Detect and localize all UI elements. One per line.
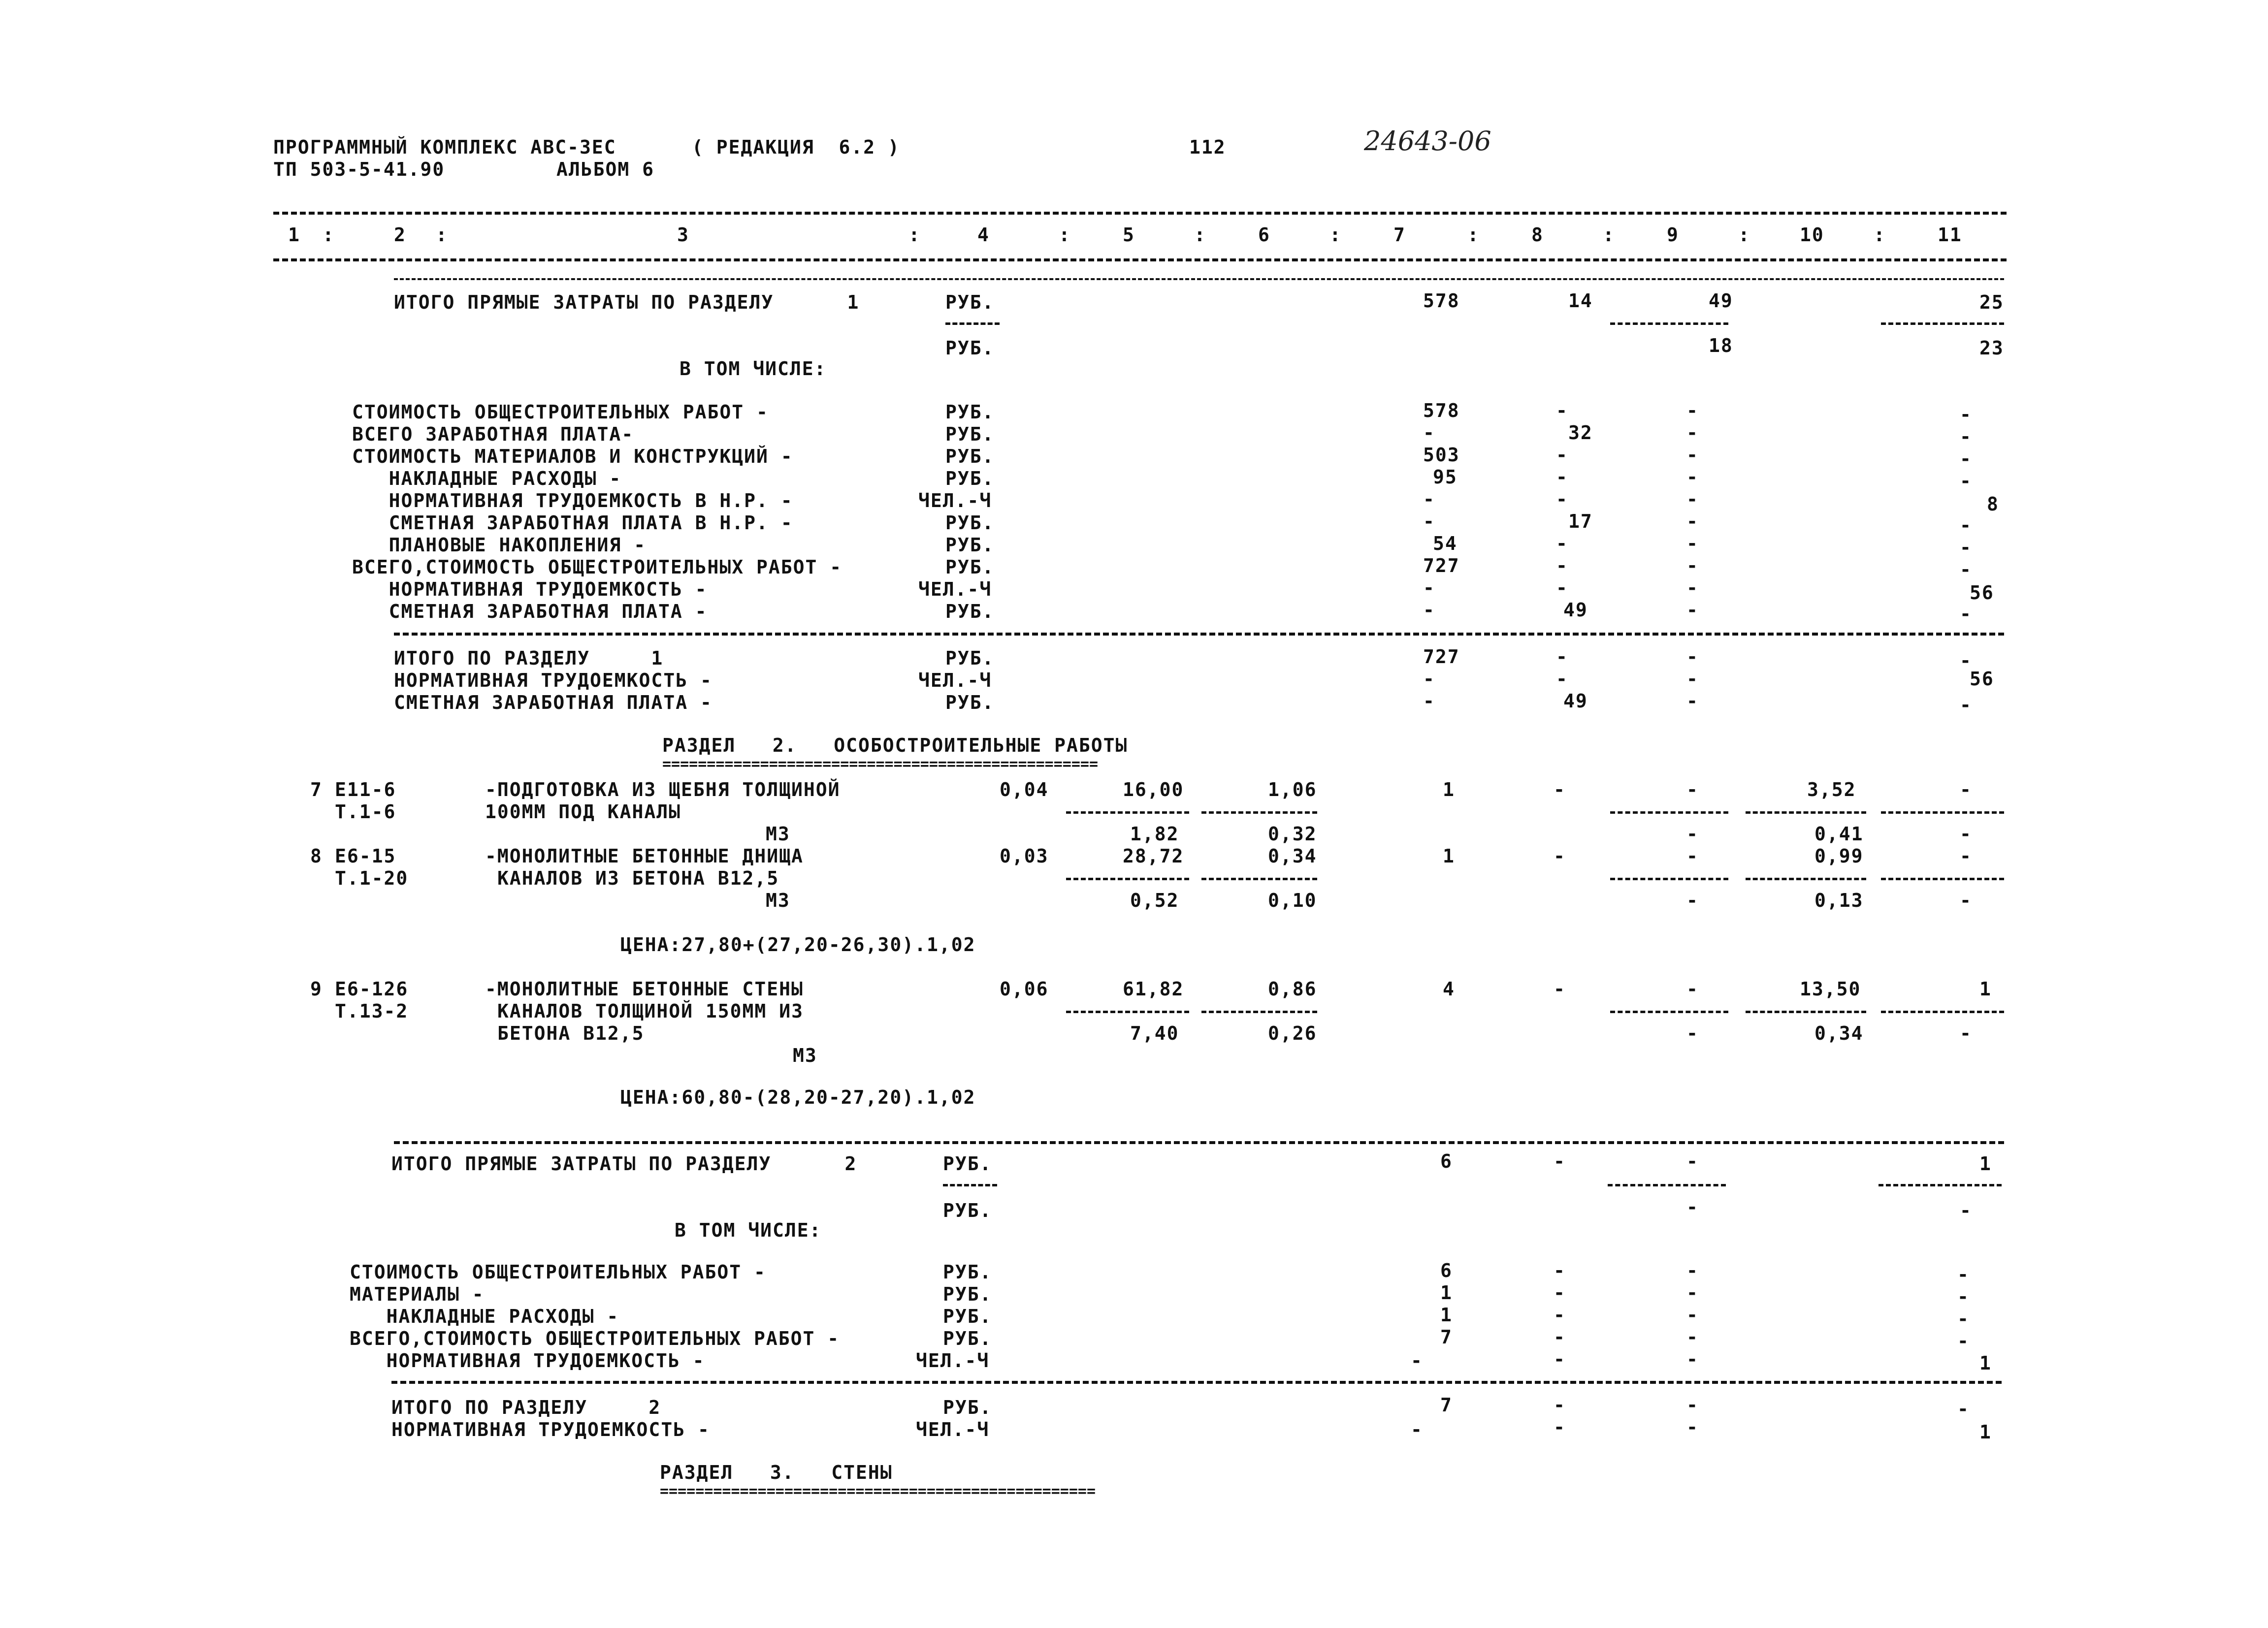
row-label: СТОИМОСТЬ ОБЩЕСТРОИТЕЛЬНЫХ РАБОТ - bbox=[350, 1261, 766, 1283]
row-c11: - bbox=[1957, 1330, 1970, 1352]
row-c7: 727 bbox=[1423, 646, 1460, 668]
row-label: НОРМАТИВНАЯ ТРУДОЕМКОСТЬ - bbox=[391, 1419, 710, 1440]
item-divider bbox=[1066, 878, 1189, 880]
item-c11: 1 bbox=[1979, 978, 1992, 1000]
row-label: СТОИМОСТЬ ОБЩЕСТРОИТЕЛЬНЫХ РАБОТ - bbox=[352, 401, 769, 423]
item-c10b: 0,13 bbox=[1814, 890, 1864, 911]
item-c8: - bbox=[1554, 978, 1566, 1000]
row-unit: РУБ. bbox=[945, 601, 995, 622]
col-header-4: 4 bbox=[977, 224, 990, 246]
row-c9: - bbox=[1686, 1326, 1699, 1348]
row-c7: - bbox=[1411, 1419, 1423, 1440]
c11-underline bbox=[1881, 322, 2004, 325]
section1-total-c11: 25 bbox=[1979, 291, 2004, 313]
unit-underline bbox=[945, 322, 1000, 325]
col-header-2: 2 bbox=[394, 224, 406, 246]
row-c7: - bbox=[1423, 577, 1435, 599]
section1-total-c7: 578 bbox=[1423, 290, 1460, 312]
row-c7: - bbox=[1423, 690, 1435, 712]
row-c8: - bbox=[1556, 646, 1568, 668]
item-divider bbox=[1610, 878, 1728, 880]
row-c11: - bbox=[1960, 694, 1972, 716]
item-divider bbox=[1746, 1011, 1866, 1013]
row-label: СМЕТНАЯ ЗАРАБОТНАЯ ПЛАТА - bbox=[352, 601, 708, 622]
item-c8: - bbox=[1554, 779, 1566, 800]
item-table-ref: Т.1-20 bbox=[335, 867, 409, 889]
row-unit: РУБ. bbox=[943, 1283, 992, 1305]
row-label: МАТЕРИАЛЫ - bbox=[350, 1283, 485, 1305]
item-c11b: - bbox=[1960, 1022, 1972, 1044]
item-c7: 1 bbox=[1443, 779, 1455, 800]
section1-incl-heading: В ТОМ ЧИСЛЕ: bbox=[680, 358, 827, 380]
item-c7: 1 bbox=[1443, 845, 1455, 867]
item-desc: -МОНОЛИТНЫЕ БЕТОННЫЕ ДНИЩА bbox=[485, 845, 804, 867]
item-divider bbox=[1066, 1011, 1189, 1013]
row-c8: 32 bbox=[1568, 422, 1593, 444]
item-divider bbox=[1201, 878, 1317, 880]
header-bottom-rule bbox=[273, 258, 2007, 261]
row-c9: - bbox=[1686, 1304, 1699, 1326]
row-c8: - bbox=[1556, 488, 1568, 510]
row-c7: 503 bbox=[1423, 444, 1460, 466]
col-header-10: 10 bbox=[1800, 224, 1824, 246]
section2-total-c9: - bbox=[1686, 1150, 1699, 1172]
section2-total-label: ИТОГО ПРЯМЫЕ ЗАТРАТЫ ПО РАЗДЕЛУ 2 bbox=[391, 1153, 857, 1175]
section2-title-underline: ================================================= bbox=[662, 756, 1099, 773]
item-c6b: 0,32 bbox=[1268, 823, 1317, 845]
row-unit: РУБ. bbox=[943, 1397, 992, 1418]
row-c11: 1 bbox=[1979, 1352, 1992, 1374]
item-desc: 100ММ ПОД КАНАЛЫ bbox=[485, 801, 681, 823]
col-separators: : bbox=[1329, 224, 1342, 246]
section1-total-c9: 49 bbox=[1709, 290, 1733, 312]
section2-total-c9b: - bbox=[1686, 1196, 1699, 1218]
col-header-11: 11 bbox=[1938, 224, 1962, 246]
row-c9: - bbox=[1686, 444, 1699, 466]
section1-total-c11b: 23 bbox=[1979, 337, 2004, 359]
row-c7: - bbox=[1423, 422, 1435, 444]
row-c8: - bbox=[1556, 466, 1568, 488]
row-unit: ЧЕЛ.-Ч bbox=[918, 578, 992, 600]
item-unit: М3 bbox=[793, 1045, 817, 1066]
row-unit: РУБ. bbox=[945, 401, 995, 423]
item-divider bbox=[1610, 811, 1728, 814]
col-header-8: 8 bbox=[1531, 224, 1544, 246]
row-label: НОРМАТИВНАЯ ТРУДОЕМКОСТЬ - bbox=[350, 1350, 705, 1372]
row-c11: - bbox=[1960, 559, 1972, 580]
item-code: Е11-6 bbox=[335, 779, 396, 800]
row-c8: - bbox=[1556, 444, 1568, 466]
item-number: 7 bbox=[310, 779, 323, 800]
row-c8: - bbox=[1554, 1260, 1566, 1281]
row-c7: 95 bbox=[1433, 466, 1458, 488]
row-unit: РУБ. bbox=[943, 1306, 992, 1327]
row-c9: - bbox=[1686, 488, 1699, 510]
item-desc: КАНАЛОВ ТОЛЩИНОЙ 150ММ ИЗ bbox=[497, 1000, 804, 1022]
row-c8: 49 bbox=[1563, 599, 1588, 621]
row-unit: РУБ. bbox=[943, 1328, 992, 1349]
row-unit: ЧЕЛ.-Ч bbox=[916, 1419, 990, 1440]
c9-underline bbox=[1608, 1184, 1726, 1186]
item-unit: М3 bbox=[766, 890, 790, 911]
row-c7: 7 bbox=[1440, 1326, 1453, 1348]
row-c8: 49 bbox=[1563, 690, 1588, 712]
item-c9b: - bbox=[1686, 823, 1699, 845]
header-top-rule bbox=[273, 212, 2007, 215]
row-c9: - bbox=[1686, 690, 1699, 712]
section2-incl-heading: В ТОМ ЧИСЛЕ: bbox=[675, 1219, 822, 1241]
item-c6b: 0,10 bbox=[1268, 890, 1317, 911]
item-c5: 61,82 bbox=[1123, 978, 1184, 1000]
row-label: ВСЕГО,СТОИМОСТЬ ОБЩЕСТРОИТЕЛЬНЫХ РАБОТ - bbox=[352, 556, 842, 578]
item-c10b: 0,34 bbox=[1814, 1022, 1864, 1044]
item-c9: - bbox=[1686, 779, 1699, 800]
row-c11: - bbox=[1960, 514, 1972, 536]
row-label: НАКЛАДНЫЕ РАСХОДЫ - bbox=[352, 468, 622, 489]
row-c8: - bbox=[1554, 1416, 1566, 1438]
row-c9: - bbox=[1686, 599, 1699, 621]
item-c4: 0,03 bbox=[1000, 845, 1049, 867]
price-formula: ЦЕНА:60,80-(28,20-27,20).1,02 bbox=[620, 1086, 976, 1108]
row-c7: 7 bbox=[1440, 1394, 1453, 1416]
row-unit: РУБ. bbox=[943, 1261, 992, 1283]
row-c7: 1 bbox=[1440, 1282, 1453, 1304]
item-code: Е6-15 bbox=[335, 845, 396, 867]
col-separators: : bbox=[323, 224, 335, 246]
col-separators: : bbox=[1738, 224, 1750, 246]
item-divider bbox=[1610, 1011, 1728, 1013]
row-c11: - bbox=[1957, 1286, 1970, 1308]
section1-total-unit2: РУБ. bbox=[945, 337, 995, 359]
row-label: ПЛАНОВЫЕ НАКОПЛЕНИЯ - bbox=[352, 534, 647, 556]
section2-total-unit2: РУБ. bbox=[943, 1200, 992, 1221]
item-divider bbox=[1066, 811, 1189, 814]
row-c8: - bbox=[1554, 1304, 1566, 1326]
row-c7: - bbox=[1423, 599, 1435, 621]
section3-title-underline: ================================================= bbox=[660, 1483, 1096, 1500]
row-label: СМЕТНАЯ ЗАРАБОТНАЯ ПЛАТА В Н.Р. - bbox=[352, 512, 793, 534]
row-c7: - bbox=[1411, 1350, 1423, 1372]
row-c9: - bbox=[1686, 668, 1699, 690]
section2-total-c11: 1 bbox=[1979, 1153, 1992, 1175]
col-separators: : bbox=[1194, 224, 1206, 246]
row-c8: - bbox=[1554, 1326, 1566, 1348]
col-header-9: 9 bbox=[1667, 224, 1679, 246]
item-c10b: 0,41 bbox=[1814, 823, 1864, 845]
item-c10: 13,50 bbox=[1800, 978, 1861, 1000]
item-c5b: 0,52 bbox=[1130, 890, 1179, 911]
row-c11: - bbox=[1960, 537, 1972, 558]
item-c9b: - bbox=[1686, 890, 1699, 911]
row-c11: 8 bbox=[1987, 493, 1999, 515]
section2-title: РАЗДЕЛ 2. ОСОБОСТРОИТЕЛЬНЫЕ РАБОТЫ bbox=[662, 734, 1128, 756]
row-c9: - bbox=[1686, 1394, 1699, 1416]
row-c7: - bbox=[1423, 488, 1435, 510]
row-c11: - bbox=[1960, 470, 1972, 492]
row-unit: РУБ. bbox=[945, 423, 995, 445]
row-unit: ЧЕЛ.-Ч bbox=[918, 490, 992, 511]
row-c7: 54 bbox=[1433, 533, 1458, 554]
row-c7: - bbox=[1423, 668, 1435, 690]
item-c7: 4 bbox=[1443, 978, 1455, 1000]
item-c6: 0,86 bbox=[1268, 978, 1317, 1000]
row-c9: - bbox=[1686, 533, 1699, 554]
item-c5: 16,00 bbox=[1123, 779, 1184, 800]
item-table-ref: Т.1-6 bbox=[335, 801, 396, 823]
page-number: 112 bbox=[1189, 136, 1226, 158]
row-c8: - bbox=[1556, 533, 1568, 554]
row-c7: 727 bbox=[1423, 555, 1460, 576]
item-desc: КАНАЛОВ ИЗ БЕТОНА В12,5 bbox=[497, 867, 779, 889]
item-number: 9 bbox=[310, 978, 323, 1000]
item-c9b: - bbox=[1686, 1022, 1699, 1044]
col-separators: : bbox=[1874, 224, 1886, 246]
section2-total-c8: - bbox=[1554, 1150, 1566, 1172]
item-c5b: 1,82 bbox=[1130, 823, 1179, 845]
col-header-7: 7 bbox=[1393, 224, 1406, 246]
item-desc: -ПОДГОТОВКА ИЗ ЩЕБНЯ ТОЛЩИНОЙ bbox=[485, 779, 841, 800]
item-c11b: - bbox=[1960, 890, 1972, 911]
row-c9: - bbox=[1686, 577, 1699, 599]
section3-title: РАЗДЕЛ 3. СТЕНЫ bbox=[660, 1462, 893, 1483]
item-unit: М3 bbox=[766, 823, 790, 845]
row-c9: - bbox=[1686, 1260, 1699, 1281]
row-c9: - bbox=[1686, 511, 1699, 532]
col-header-3: 3 bbox=[677, 224, 689, 246]
item-c4: 0,06 bbox=[1000, 978, 1049, 1000]
row-label: НОРМАТИВНАЯ ТРУДОЕМКОСТЬ - bbox=[394, 670, 713, 691]
section1-top-rule bbox=[394, 278, 2004, 280]
row-c9: - bbox=[1686, 1416, 1699, 1438]
col-separators: : bbox=[436, 224, 448, 246]
row-label: НАКЛАДНЫЕ РАСХОДЫ - bbox=[350, 1306, 619, 1327]
section1-total-unit: РУБ. bbox=[945, 291, 995, 313]
row-c9: - bbox=[1686, 400, 1699, 421]
row-c8: - bbox=[1556, 577, 1568, 599]
row-unit: РУБ. bbox=[945, 647, 995, 669]
row-c9: - bbox=[1686, 646, 1699, 668]
row-label: ИТОГО ПО РАЗДЕЛУ 1 bbox=[394, 647, 664, 669]
row-c7: 578 bbox=[1423, 400, 1460, 421]
item-divider bbox=[1201, 811, 1317, 814]
item-c6b: 0,26 bbox=[1268, 1022, 1317, 1044]
section1-total-c8: 14 bbox=[1568, 290, 1593, 312]
row-c11: - bbox=[1960, 603, 1972, 625]
row-c11: - bbox=[1957, 1308, 1970, 1330]
item-number: 8 bbox=[310, 845, 323, 867]
item-c4: 0,04 bbox=[1000, 779, 1049, 800]
col-separators: : bbox=[1603, 224, 1615, 246]
section1-sum-rule bbox=[394, 633, 2004, 636]
row-c8: - bbox=[1554, 1282, 1566, 1304]
item-divider bbox=[1881, 811, 2004, 814]
row-unit: РУБ. bbox=[945, 446, 995, 467]
unit-underline bbox=[943, 1184, 997, 1186]
col-separators: : bbox=[908, 224, 921, 246]
row-c8: - bbox=[1554, 1394, 1566, 1416]
row-c8: - bbox=[1556, 555, 1568, 576]
section2-total-unit: РУБ. bbox=[943, 1153, 992, 1175]
col-separators: : bbox=[1059, 224, 1071, 246]
item-c5: 28,72 bbox=[1123, 845, 1184, 867]
program-title: ПРОГРАММНЫЙ КОМПЛЕКС АВС-ЗЕС bbox=[273, 136, 616, 158]
section2-sum-rule bbox=[391, 1381, 2002, 1384]
item-desc: -МОНОЛИТНЫЕ БЕТОННЫЕ СТЕНЫ bbox=[485, 978, 804, 1000]
section2-total-c7: 6 bbox=[1440, 1150, 1453, 1172]
row-c8: 17 bbox=[1568, 511, 1593, 532]
item-divider bbox=[1746, 811, 1866, 814]
row-c9: - bbox=[1686, 1348, 1699, 1370]
project-code: ТП 503-5-41.90 bbox=[273, 159, 445, 180]
row-unit: ЧЕЛ.-Ч bbox=[916, 1350, 990, 1372]
row-c9: - bbox=[1686, 555, 1699, 576]
row-c9: - bbox=[1686, 1282, 1699, 1304]
section1-total-c9b: 18 bbox=[1709, 335, 1733, 356]
row-unit: РУБ. bbox=[945, 534, 995, 556]
edition-label: ( РЕДАКЦИЯ 6.2 ) bbox=[692, 136, 900, 158]
item-divider bbox=[1201, 1011, 1317, 1013]
item-c5b: 7,40 bbox=[1130, 1022, 1179, 1044]
row-unit: РУБ. bbox=[945, 468, 995, 489]
row-c11: 56 bbox=[1970, 668, 1994, 690]
row-unit: РУБ. bbox=[945, 692, 995, 713]
item-c10: 3,52 bbox=[1807, 779, 1856, 800]
section1-total-label: ИТОГО ПРЯМЫЕ ЗАТРАТЫ ПО РАЗДЕЛУ 1 bbox=[394, 291, 860, 313]
item-c11b: - bbox=[1960, 823, 1972, 845]
row-label: ИТОГО ПО РАЗДЕЛУ 2 bbox=[391, 1397, 661, 1418]
col-header-1: 1 bbox=[288, 224, 300, 246]
row-c11: 1 bbox=[1979, 1421, 1992, 1443]
row-label: НОРМАТИВНАЯ ТРУДОЕМКОСТЬ - bbox=[352, 578, 708, 600]
item-c9: - bbox=[1686, 845, 1699, 867]
item-divider bbox=[1746, 878, 1866, 880]
row-c7: 6 bbox=[1440, 1260, 1453, 1281]
item-code: Е6-126 bbox=[335, 978, 409, 1000]
row-label: ВСЕГО,СТОИМОСТЬ ОБЩЕСТРОИТЕЛЬНЫХ РАБОТ - bbox=[350, 1328, 840, 1349]
item-c11: - bbox=[1960, 779, 1972, 800]
section2-total-c11b: - bbox=[1960, 1200, 1972, 1221]
row-c7: - bbox=[1423, 511, 1435, 532]
row-c11: - bbox=[1960, 448, 1972, 470]
c11-underline bbox=[1879, 1184, 2002, 1186]
row-c11: - bbox=[1957, 1264, 1970, 1285]
item-c8: - bbox=[1554, 845, 1566, 867]
row-c8: - bbox=[1556, 400, 1568, 421]
section2-top-rule bbox=[394, 1141, 2004, 1144]
item-table-ref: Т.13-2 bbox=[335, 1000, 409, 1022]
row-c7: 1 bbox=[1440, 1304, 1453, 1326]
row-unit: РУБ. bbox=[945, 556, 995, 578]
row-c11: - bbox=[1957, 1398, 1970, 1420]
item-c6: 1,06 bbox=[1268, 779, 1317, 800]
row-label: СТОИМОСТЬ МАТЕРИАЛОВ И КОНСТРУКЦИЙ - bbox=[352, 446, 793, 467]
row-c11: - bbox=[1960, 650, 1972, 671]
item-c9: - bbox=[1686, 978, 1699, 1000]
price-formula: ЦЕНА:27,80+(27,20-26,30).1,02 bbox=[620, 934, 976, 956]
row-label: ВСЕГО ЗАРАБОТНАЯ ПЛАТА- bbox=[352, 423, 634, 445]
row-unit: ЧЕЛ.-Ч bbox=[918, 670, 992, 691]
row-label: СМЕТНАЯ ЗАРАБОТНАЯ ПЛАТА - bbox=[394, 692, 713, 713]
row-c9: - bbox=[1686, 466, 1699, 488]
row-c8: - bbox=[1554, 1348, 1566, 1370]
item-c6: 0,34 bbox=[1268, 845, 1317, 867]
c9-underline bbox=[1610, 322, 1728, 325]
item-divider bbox=[1881, 878, 2004, 880]
col-header-6: 6 bbox=[1258, 224, 1270, 246]
row-c11: 56 bbox=[1970, 582, 1994, 604]
row-c8: - bbox=[1556, 668, 1568, 690]
row-c11: - bbox=[1960, 426, 1972, 447]
album-label: АЛЬБОМ 6 bbox=[556, 159, 655, 180]
row-c11: - bbox=[1960, 404, 1972, 425]
item-c10: 0,99 bbox=[1814, 845, 1864, 867]
handwritten-doc-number: 24643-06 bbox=[1364, 126, 1491, 157]
row-unit: РУБ. bbox=[945, 512, 995, 534]
row-c9: - bbox=[1686, 422, 1699, 444]
row-label: НОРМАТИВНАЯ ТРУДОЕМКОСТЬ В Н.Р. - bbox=[352, 490, 793, 511]
item-divider bbox=[1881, 1011, 2004, 1013]
col-separators: : bbox=[1467, 224, 1480, 246]
item-desc: БЕТОНА В12,5 bbox=[497, 1022, 645, 1044]
col-header-5: 5 bbox=[1123, 224, 1135, 246]
item-c11: - bbox=[1960, 845, 1972, 867]
